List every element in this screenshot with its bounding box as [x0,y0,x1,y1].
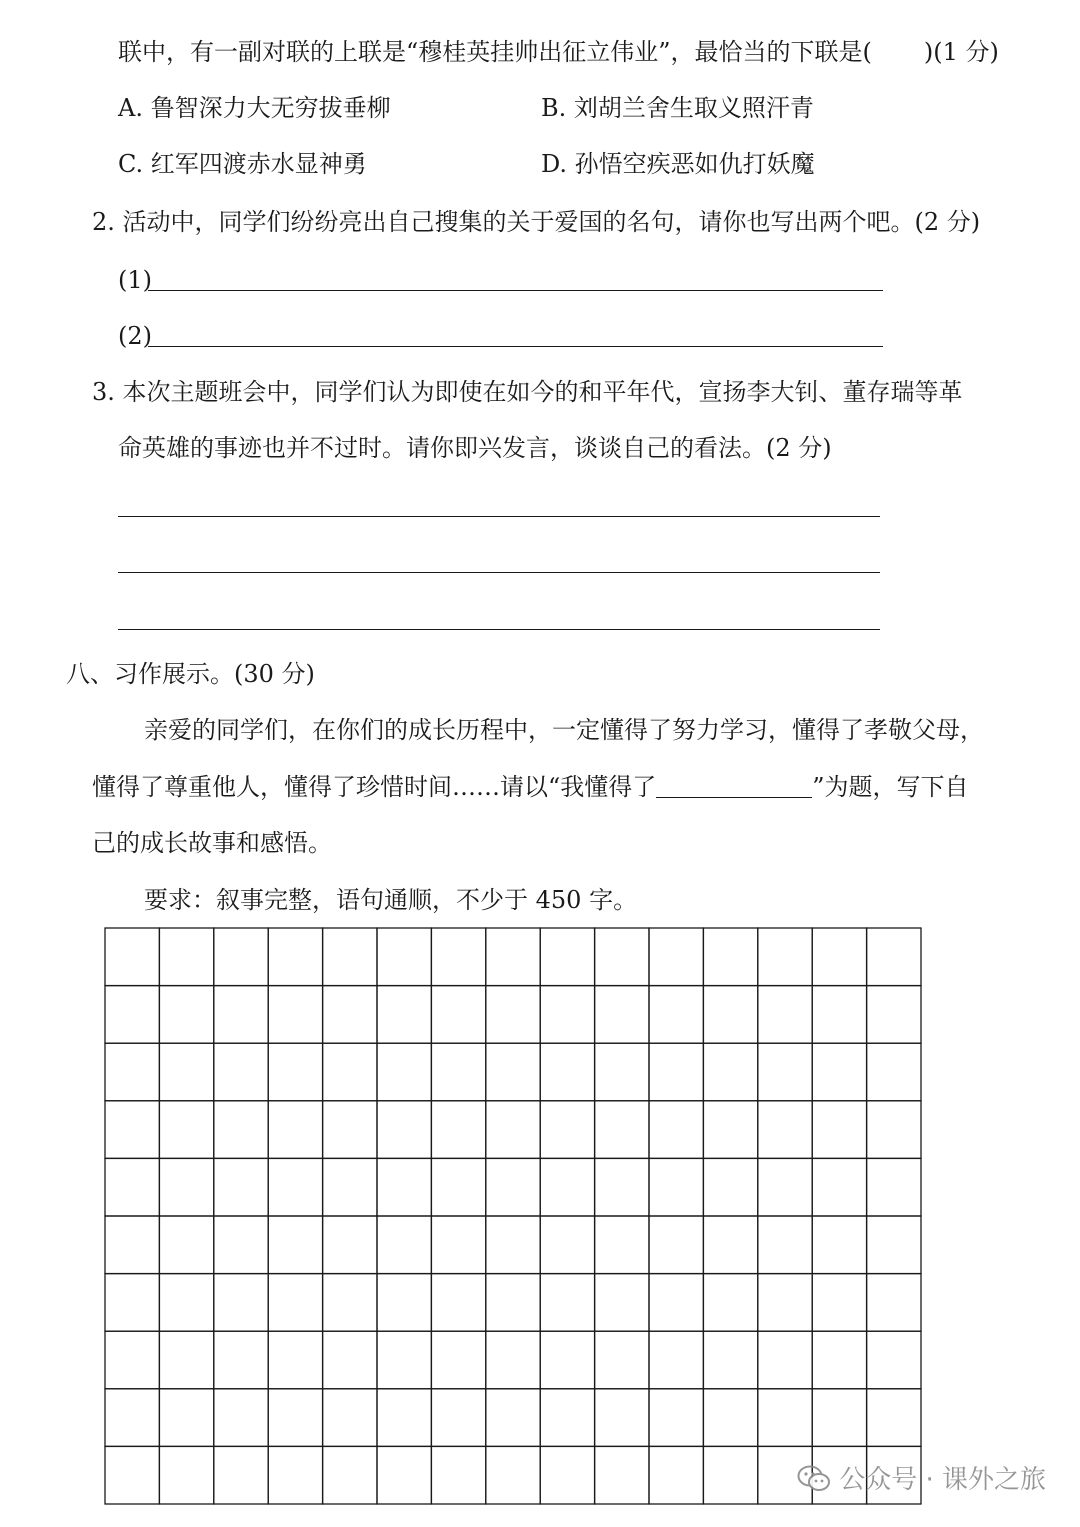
grid-cell[interactable] [867,1389,921,1447]
grid-cell[interactable] [540,928,594,986]
grid-cell[interactable] [486,1043,540,1101]
q1-option-c: C. 红军四渡赤水显神勇 [118,150,367,178]
grid-cell[interactable] [431,1446,485,1504]
composition-grid[interactable] [104,927,922,1505]
grid-cell[interactable] [377,986,431,1044]
grid-cell[interactable] [540,1101,594,1159]
q1-option-d: D. 孙悟空疾恶如仇打妖魔 [541,150,815,178]
q2-answer-label-1: (1) [118,266,152,294]
grid-cell[interactable] [105,1101,159,1159]
grid-cell[interactable] [595,1274,649,1332]
grid-cell[interactable] [703,1101,757,1159]
grid-cell[interactable] [268,928,322,986]
grid-cell[interactable] [812,1101,866,1159]
grid-cell[interactable] [214,1331,268,1389]
grid-cell[interactable] [867,986,921,1044]
grid-cell[interactable] [214,1158,268,1216]
q1-option-b: B. 刘胡兰舍生取义照汗青 [541,94,814,122]
grid-cell[interactable] [105,1446,159,1504]
grid-cell[interactable] [268,1101,322,1159]
grid-cell[interactable] [649,1446,703,1504]
grid-cell[interactable] [703,1043,757,1101]
grid-cell[interactable] [812,1331,866,1389]
section8-paragraph-line-3: 己的成长故事和感悟。 [92,829,332,857]
grid-cell[interactable] [105,986,159,1044]
q3-stem-line-2: 命英雄的事迹也并不过时。请你即兴发言，谈谈自己的看法。(2 分) [118,434,832,462]
grid-cell[interactable] [812,1158,866,1216]
grid-cell[interactable] [595,1158,649,1216]
grid-cell[interactable] [703,1446,757,1504]
grid-cell[interactable] [758,928,812,986]
grid-cell[interactable] [323,986,377,1044]
grid-cell[interactable] [159,1158,213,1216]
grid-cell[interactable] [758,1101,812,1159]
grid-cell[interactable] [595,986,649,1044]
grid-cell[interactable] [214,928,268,986]
grid-cell[interactable] [595,1101,649,1159]
grid-cell[interactable] [486,1158,540,1216]
grid-cell[interactable] [268,1274,322,1332]
grid-cell[interactable] [486,1389,540,1447]
q3-stem-line-1: 3. 本次主题班会中，同学们认为即使在如今的和平年代，宣扬李大钊、董存瑞等革 [92,378,963,406]
grid-cell[interactable] [377,1446,431,1504]
grid-cell[interactable] [812,1389,866,1447]
grid-cell[interactable] [377,1158,431,1216]
grid-cell[interactable] [758,1274,812,1332]
grid-cell[interactable] [159,928,213,986]
section8-requirement: 要求：叙事完整，语句通顺，不少于 450 字。 [144,886,638,914]
grid-cell[interactable] [377,1043,431,1101]
grid-cell[interactable] [812,928,866,986]
grid-cell[interactable] [812,986,866,1044]
q1-stem-text: 联中，有一副对联的上联是“穆桂英挂帅出征立伟业”，最恰当的下联是( [118,38,872,66]
grid-cell[interactable] [431,1389,485,1447]
grid-cell[interactable] [214,1043,268,1101]
grid-cell[interactable] [323,1101,377,1159]
grid-cell[interactable] [214,1389,268,1447]
grid-cell[interactable] [867,1158,921,1216]
grid-cell[interactable] [377,1216,431,1274]
section8-paragraph-line-2 [92,775,969,799]
watermark-text: 公众号 · 课外之旅 [839,1465,1046,1495]
grid-cell[interactable] [431,928,485,986]
grid-cell[interactable] [486,1446,540,1504]
grid-cell[interactable] [323,1389,377,1447]
grid-cell[interactable] [703,928,757,986]
grid-cell[interactable] [867,1331,921,1389]
watermark [797,1464,1046,1499]
grid-cell[interactable] [323,1446,377,1504]
grid-cell[interactable] [268,1216,322,1274]
grid-cell[interactable] [812,1216,866,1274]
q1-stem [118,40,999,64]
grid-cell[interactable] [703,1216,757,1274]
grid-cell[interactable] [486,986,540,1044]
grid-cell[interactable] [703,1389,757,1447]
grid-cell[interactable] [159,1274,213,1332]
grid-cell[interactable] [105,1274,159,1332]
grid-cell[interactable] [323,1158,377,1216]
grid-cell[interactable] [758,1389,812,1447]
section8-paragraph-line-2-before: 懂得了尊重他人，懂得了珍惜时间……请以“我懂得了 [92,773,657,801]
grid-cell[interactable] [214,1101,268,1159]
grid-cell[interactable] [214,1216,268,1274]
wechat-icon [797,1464,831,1499]
grid-cell[interactable] [431,1274,485,1332]
grid-cell[interactable] [377,928,431,986]
grid-cell[interactable] [867,1216,921,1274]
grid-cell[interactable] [649,1101,703,1159]
grid-cell[interactable] [431,1216,485,1274]
grid-cell[interactable] [812,1043,866,1101]
grid-cell[interactable] [595,1043,649,1101]
grid-cell[interactable] [159,1446,213,1504]
grid-cell[interactable] [649,1216,703,1274]
grid-cell[interactable] [703,986,757,1044]
grid-cell[interactable] [105,928,159,986]
grid-cell[interactable] [105,1331,159,1389]
grid-cell[interactable] [214,1446,268,1504]
grid-cell[interactable] [540,1158,594,1216]
grid-cell[interactable] [758,986,812,1044]
grid-cell[interactable] [377,1389,431,1447]
grid-cell[interactable] [105,1389,159,1447]
grid-cell[interactable] [323,928,377,986]
grid-cell[interactable] [758,1043,812,1101]
grid-cell[interactable] [214,1274,268,1332]
grid-cell[interactable] [540,1043,594,1101]
grid-cell[interactable] [812,1274,866,1332]
section8-heading: 八、习作展示。(30 分) [66,660,315,688]
grid-cell[interactable] [540,986,594,1044]
grid-cell[interactable] [867,1274,921,1332]
grid-cell[interactable] [649,1043,703,1101]
grid-cell[interactable] [649,1389,703,1447]
grid-cell[interactable] [758,1216,812,1274]
grid-cell[interactable] [159,1101,213,1159]
section8-paragraph-line-1: 亲爱的同学们，在你们的成长历程中，一定懂得了努力学习，懂得了孝敬父母， [144,716,984,744]
grid-cell[interactable] [377,1274,431,1332]
q3-answer-line-3[interactable] [118,629,880,630]
grid-cell[interactable] [649,986,703,1044]
grid-cell[interactable] [431,1101,485,1159]
grid-cell[interactable] [595,1389,649,1447]
grid-cell[interactable] [867,928,921,986]
grid-cell[interactable] [431,1331,485,1389]
grid-cell[interactable] [486,1216,540,1274]
grid-cell[interactable] [649,928,703,986]
q1-option-a: A. 鲁智深力大无穷拔垂柳 [118,94,391,122]
grid-cell[interactable] [649,1331,703,1389]
grid-cell[interactable] [323,1043,377,1101]
grid-cell[interactable] [758,1331,812,1389]
grid-cell[interactable] [486,1274,540,1332]
q3-answer-line-1[interactable] [118,516,880,517]
grid-cell[interactable] [486,1331,540,1389]
grid-cell[interactable] [758,1158,812,1216]
grid-cell[interactable] [595,928,649,986]
q2-stem: 2. 活动中，同学们纷纷亮出自己搜集的关于爱国的名句，请你也写出两个吧。(2 分) [92,208,981,236]
grid-cell[interactable] [159,1216,213,1274]
grid-cell[interactable] [268,986,322,1044]
grid-cell[interactable] [486,928,540,986]
grid-cell[interactable] [214,986,268,1044]
grid-cell[interactable] [159,1043,213,1101]
grid-cell[interactable] [159,1389,213,1447]
grid-cell[interactable] [649,1158,703,1216]
grid-cell[interactable] [268,1158,322,1216]
grid-cell[interactable] [540,1446,594,1504]
grid-cell[interactable] [540,1216,594,1274]
q3-answer-line-2[interactable] [118,572,880,573]
grid-cell[interactable] [867,1101,921,1159]
grid-cell[interactable] [105,1216,159,1274]
grid-cell[interactable] [486,1101,540,1159]
grid-cell[interactable] [377,1331,431,1389]
section8-paragraph-line-2-after: ”为题，写下自 [812,773,969,801]
title-blank[interactable] [656,775,812,798]
grid-cell[interactable] [649,1274,703,1332]
q2-answer-label-2: (2) [118,322,152,350]
grid-cell[interactable] [268,1331,322,1389]
grid-cell[interactable] [431,986,485,1044]
grid-cell[interactable] [703,1158,757,1216]
grid-cell[interactable] [268,1389,322,1447]
grid-cell[interactable] [703,1274,757,1332]
grid-cell[interactable] [323,1274,377,1332]
q1-score: )(1 分) [923,38,999,66]
grid-cell[interactable] [377,1101,431,1159]
grid-cell[interactable] [159,1331,213,1389]
grid-cell[interactable] [595,1331,649,1389]
grid-cell[interactable] [431,1158,485,1216]
grid-cell[interactable] [323,1216,377,1274]
grid-cell[interactable] [595,1216,649,1274]
grid-cell[interactable] [540,1331,594,1389]
grid-cell[interactable] [159,986,213,1044]
grid-cell[interactable] [268,1446,322,1504]
grid-cell[interactable] [540,1274,594,1332]
grid-cell[interactable] [867,1043,921,1101]
grid-cell[interactable] [323,1331,377,1389]
q2-answer-line-1[interactable] [148,290,883,291]
grid-cell[interactable] [540,1389,594,1447]
grid-cell[interactable] [431,1043,485,1101]
q2-answer-line-2[interactable] [148,346,883,347]
grid-cell[interactable] [105,1043,159,1101]
grid-cell[interactable] [595,1446,649,1504]
grid-cell[interactable] [105,1158,159,1216]
grid-cell[interactable] [703,1331,757,1389]
grid-cell[interactable] [268,1043,322,1101]
